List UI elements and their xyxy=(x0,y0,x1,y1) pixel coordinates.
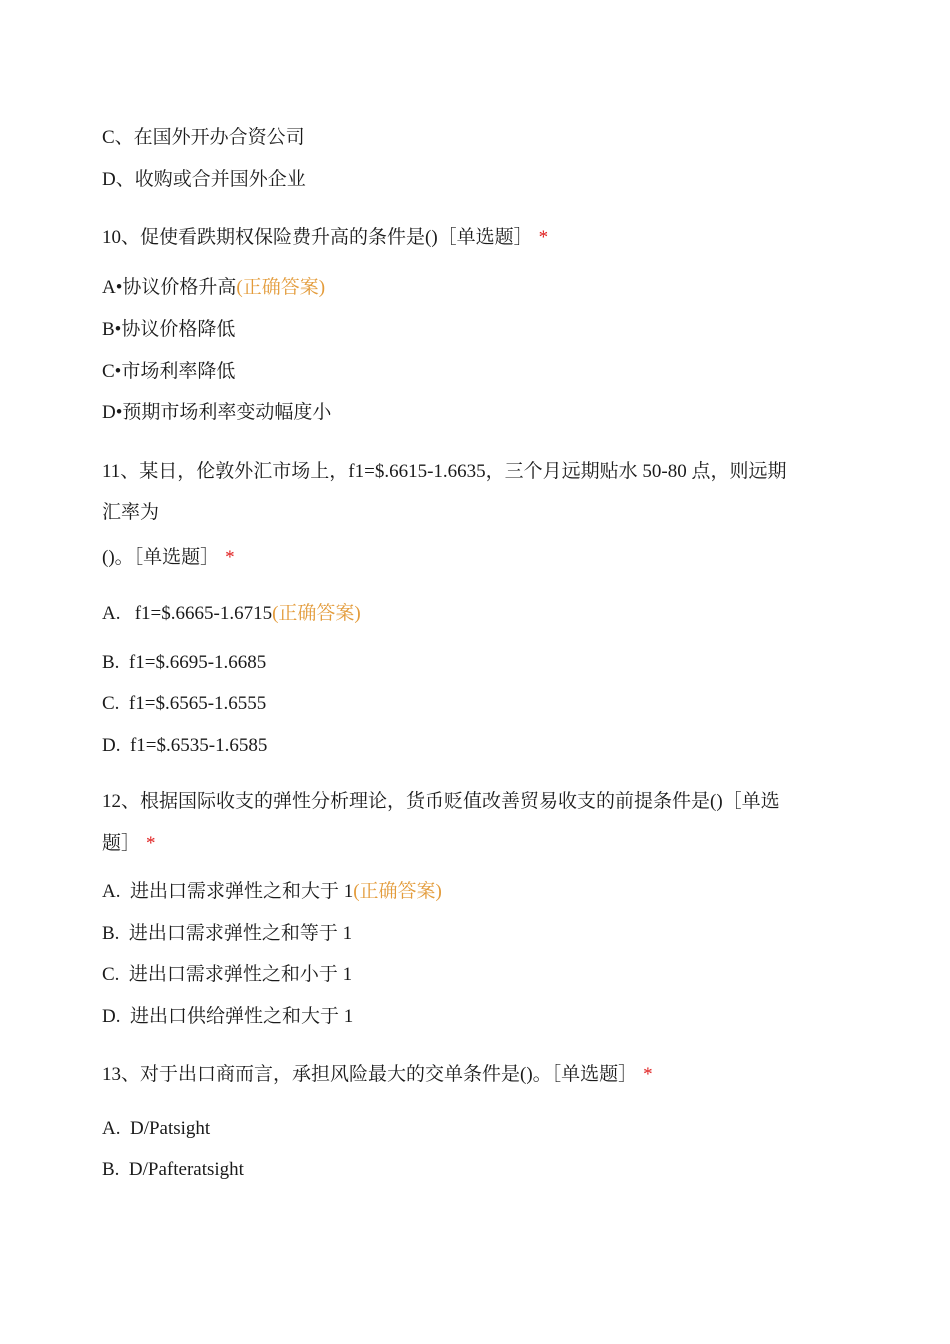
q13-option-b: B. D/Pafteratsight xyxy=(102,1159,244,1180)
q12-option-c: C. 进出口需求弹性之和小于 1 xyxy=(102,964,353,985)
q9-option-d: D、收购或合并国外企业 xyxy=(102,169,306,190)
required-mark: * xyxy=(146,833,156,854)
q11-question-line3: ()。［单选题］ * xyxy=(102,547,235,568)
q11-option-a: A. f1=$.6665-1.6715(正确答案) xyxy=(102,603,361,624)
correct-answer-note: (正确答案) xyxy=(236,277,326,298)
q11-option-c: C. f1=$.6565-1.6555 xyxy=(102,693,267,714)
q13-option-a: A. D/Patsight xyxy=(102,1118,211,1139)
correct-answer-note: (正确答案) xyxy=(272,603,361,624)
q11-question-line2: 汇率为 xyxy=(102,502,160,523)
q12-option-a: A. 进出口需求弹性之和大于 1(正确答案) xyxy=(102,881,442,902)
q9-option-c: C、在国外开办合资公司 xyxy=(102,127,305,148)
q10-question: 10、促使看跌期权保险费升高的条件是()［单选题］ * xyxy=(102,227,549,248)
q10-option-a: A•协议价格升高(正确答案) xyxy=(102,277,326,298)
correct-answer-note: (正确答案) xyxy=(353,881,442,902)
q10-option-c: C•市场利率降低 xyxy=(102,361,236,382)
q13-question: 13、对于出口商而言，承担风险最大的交单条件是()。［单选题］ * xyxy=(102,1064,653,1085)
q12-option-d: D. 进出口供给弹性之和大于 1 xyxy=(102,1006,354,1027)
required-mark: * xyxy=(225,547,235,568)
required-mark: * xyxy=(643,1064,653,1085)
q12-question-line1: 12、根据国际收支的弹性分析理论，货币贬值改善贸易收支的前提条件是()［单选 xyxy=(102,791,780,812)
q12-question-line2: 题］ * xyxy=(102,833,156,854)
required-mark: * xyxy=(538,227,549,248)
q10-option-d: D•预期市场利率变动幅度小 xyxy=(102,402,332,423)
q12-option-b: B. 进出口需求弹性之和等于 1 xyxy=(102,923,353,944)
q11-question-line1: 11、某日，伦敦外汇市场上，f1=$.6615-1.6635，三个月远期贴水 50-80 点，则远期 xyxy=(102,461,787,482)
q11-option-d: D. f1=$.6535-1.6585 xyxy=(102,735,268,756)
q10-option-b: B•协议价格降低 xyxy=(102,319,236,340)
q11-option-b: B. f1=$.6695-1.6685 xyxy=(102,652,267,673)
